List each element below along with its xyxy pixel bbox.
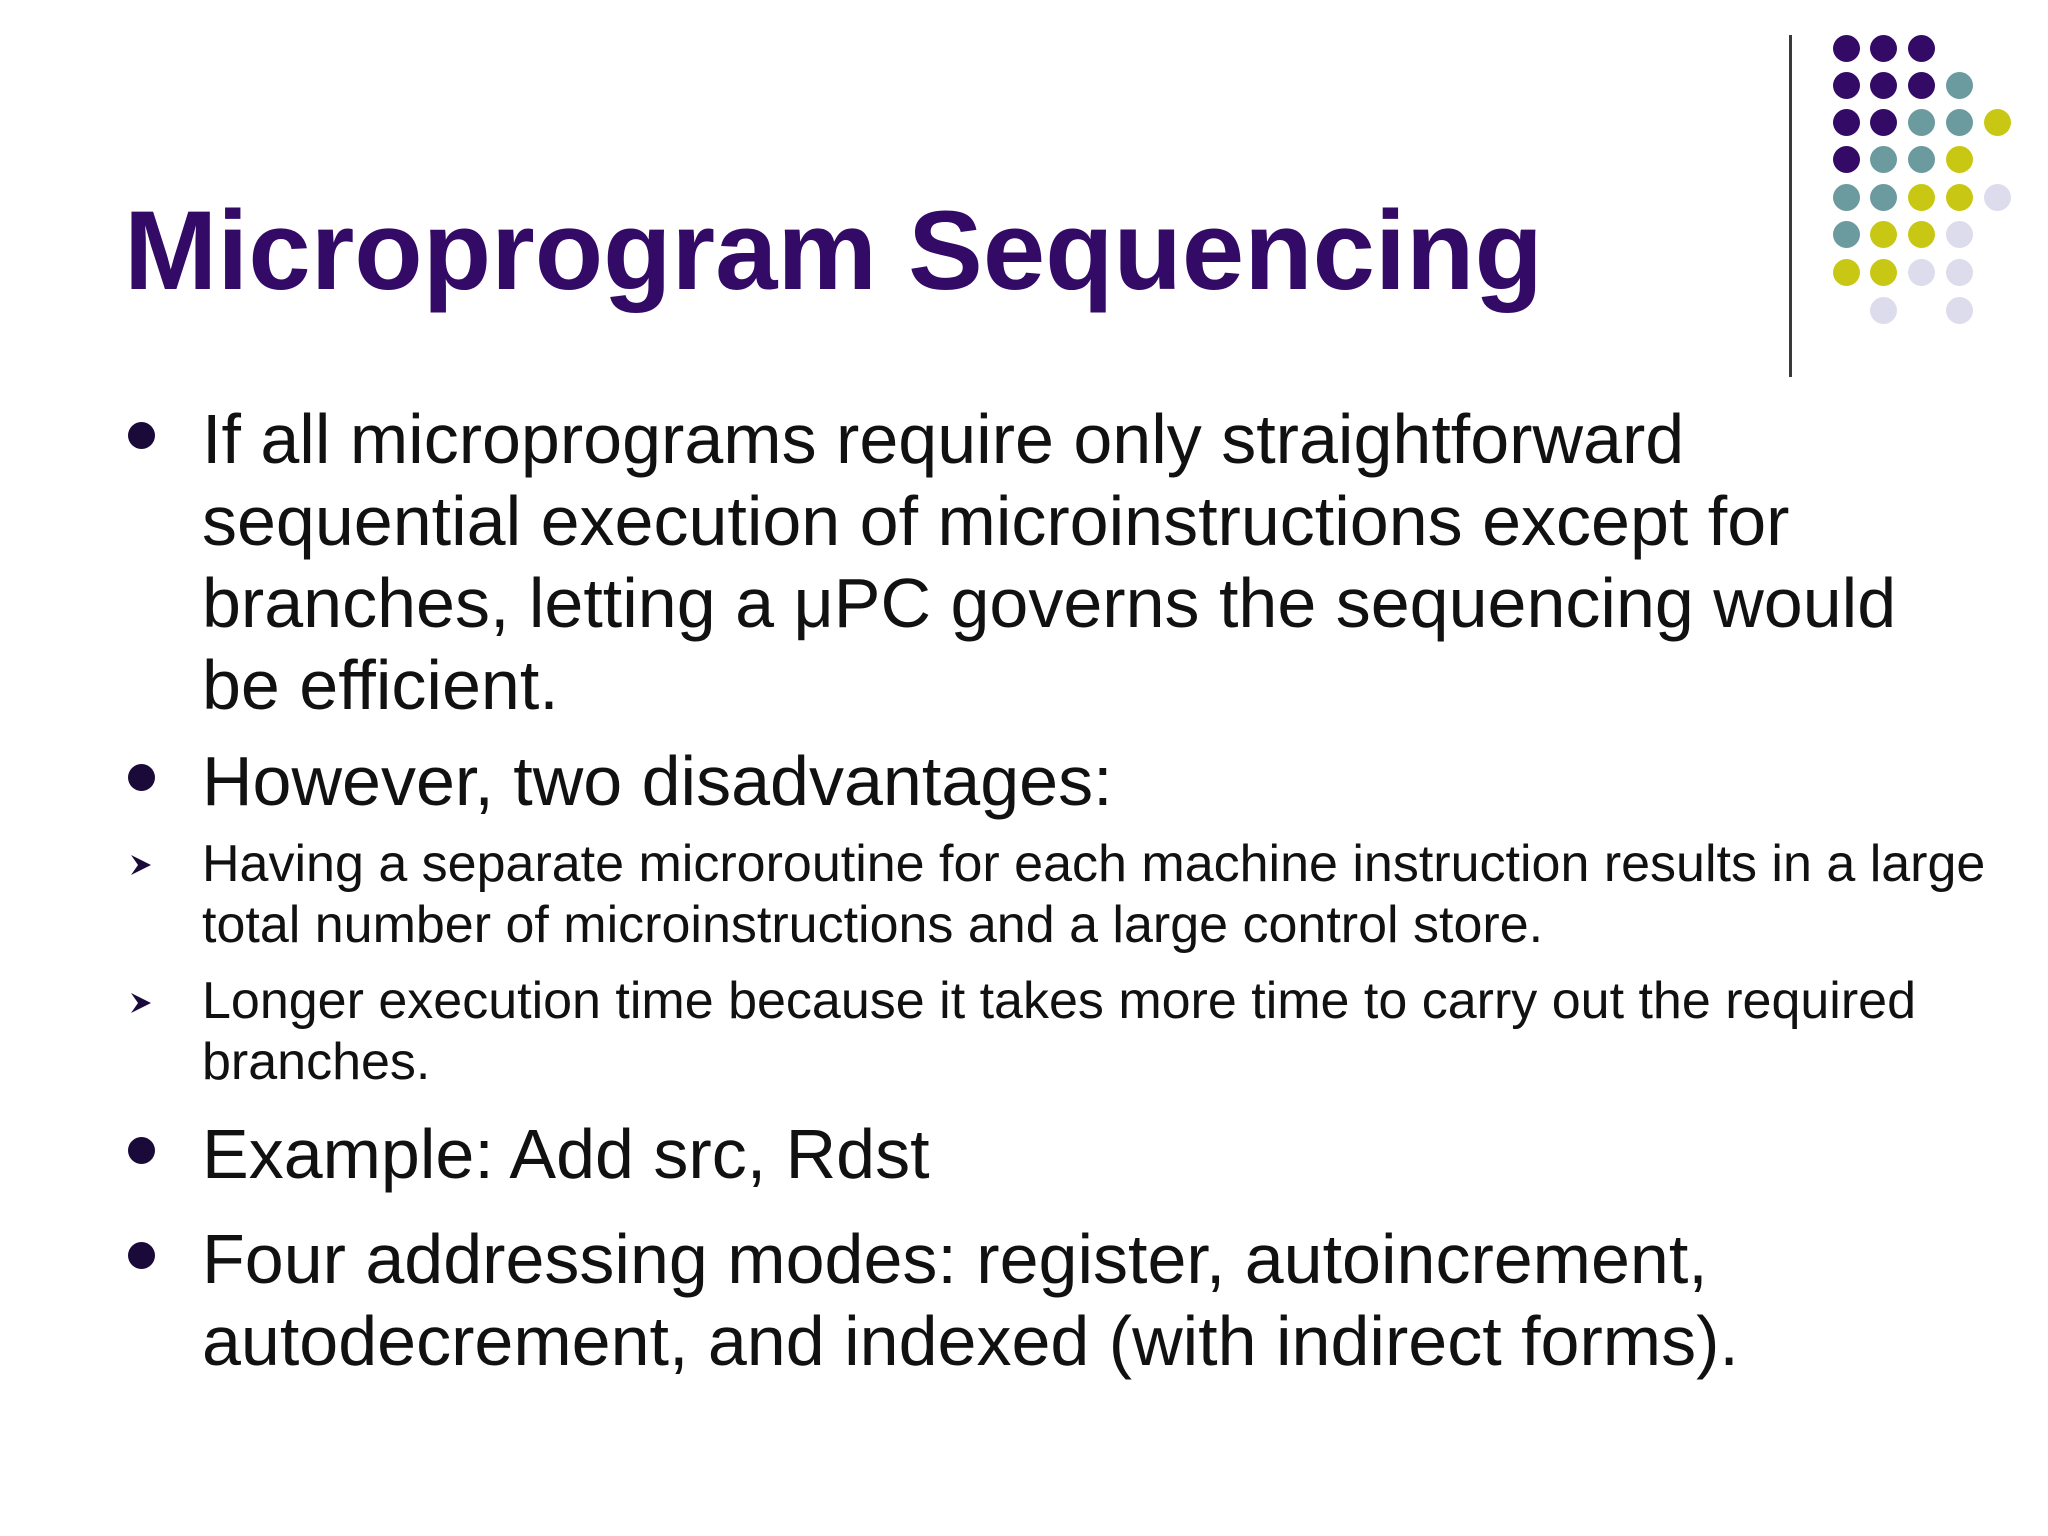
- bullet-dot-icon: [128, 1242, 155, 1269]
- sub-bullet-text: Longer execution time because it takes more time to carry out the required branches.: [202, 972, 1916, 1091]
- sub-bullet-text: Having a separate microroutine for each machine instruction results in a large total number of microinstructions and a large control store.: [202, 835, 1986, 954]
- bullet-dot-icon: [128, 764, 155, 791]
- bullet-text: However, two disadvantages:: [202, 742, 1113, 820]
- bullet-text: Four addressing modes: register, autoincrement, autodecrement, and indexed (with indirect forms).: [202, 1220, 1739, 1380]
- slide-title: Microprogram Sequencing: [124, 188, 1543, 313]
- bullet-text: Example: Add src, Rdst: [202, 1115, 930, 1193]
- bullet-dot-icon: [128, 1137, 155, 1164]
- bullet-text: If all microprograms require only straightforward sequential execution of microinstructions except for branches, letting a μPC governs the sequencing would be efficient.: [202, 400, 1897, 724]
- sub-bullet-arrow-icon: [128, 852, 154, 878]
- bullet-dot-icon: [128, 422, 155, 449]
- sub-bullet-arrow-icon: [128, 990, 154, 1016]
